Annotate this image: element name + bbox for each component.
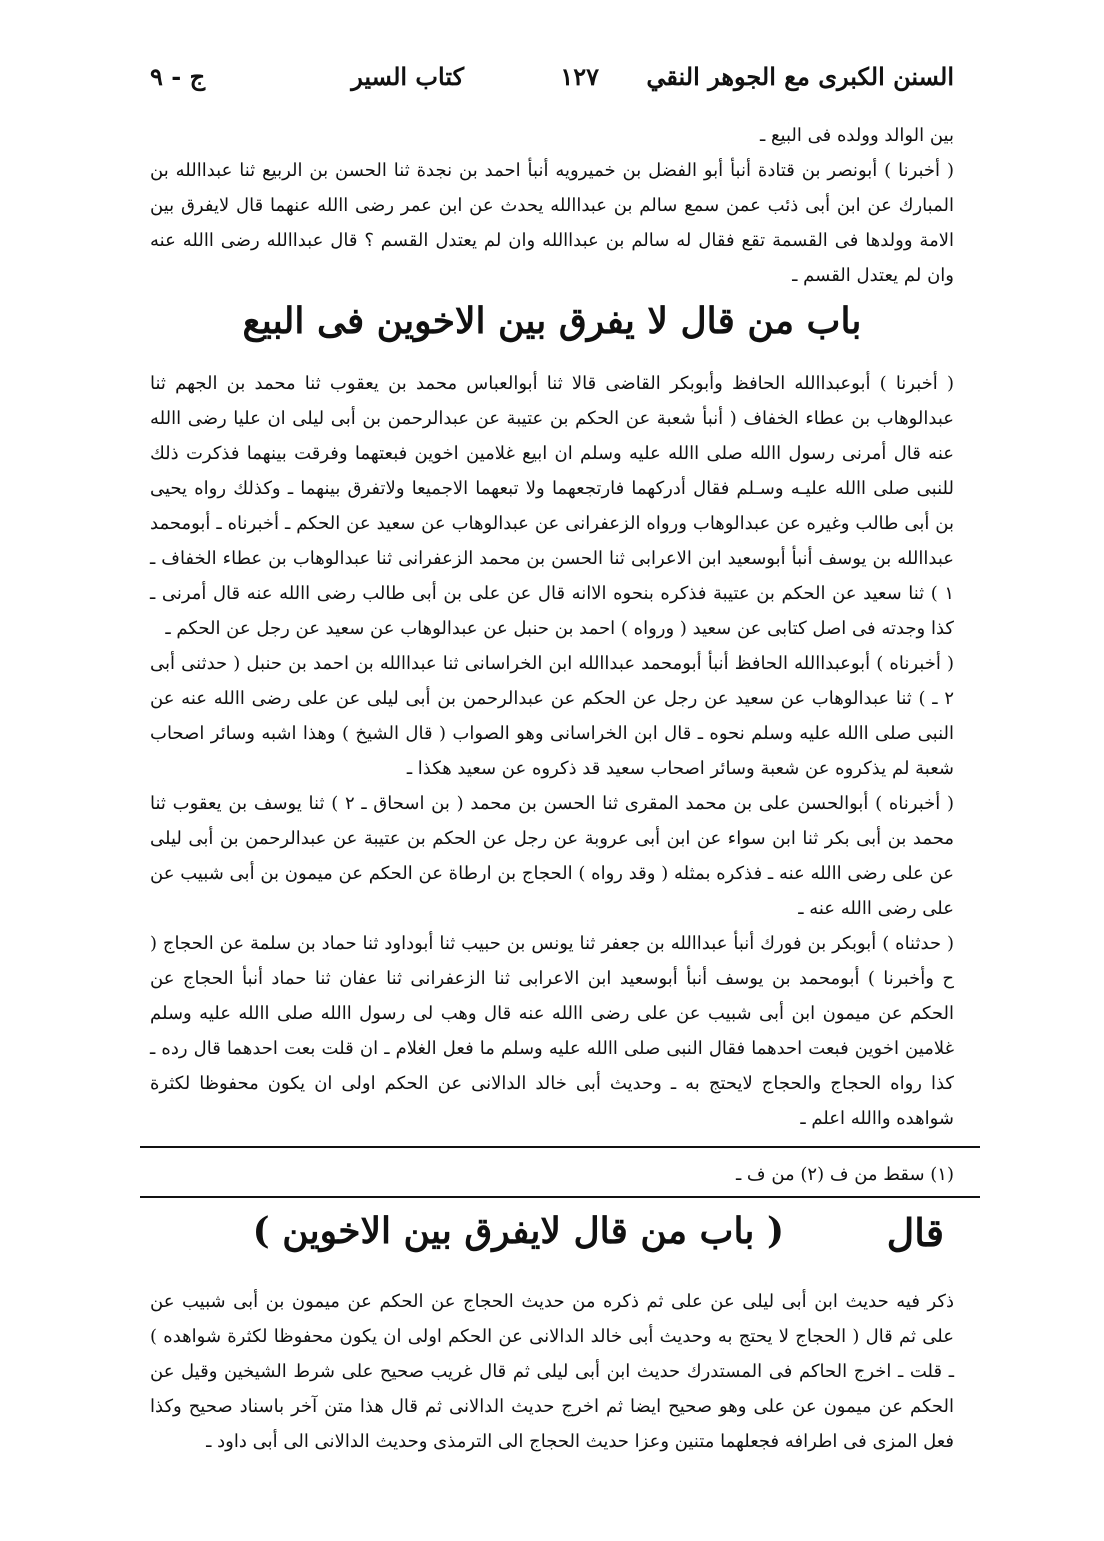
commentary-body	[150, 1284, 954, 1459]
book-title: السنن الكبرى مع الجوهر النقي	[646, 62, 954, 91]
hadith-paragraph: ( أخبرناه ) أبوعبداالله الحافظ أنبأ أبومحمد عبداالله ابن الخراسانى ثنا عبداالله بن احمد بن حنبل ( حدثنى أبى ٢ ـ ) ثنا عبدالوهاب عن سعيد عن رجل عن الحكم عن عبدالرحمن بن أبى ليلى عن على رضى االله عنه عن النبى صلى االله عليه وسلم نحوه ـ قال ابن الخراسانى وهو الصواب ( قال الشيخ ) وهذا اشبه وسائر اصحاب شعبة لم يذكروه عن شعبة وسائر اصحاب سعيد قد ذكروه عن سعيد هكذا ـ	[150, 653, 954, 779]
divider	[140, 1146, 980, 1148]
hadith-paragraph: ( أخبرنا ) أبونصر بن قتادة أنبأ أبو الفضل بن خميرويه أنبأ احمد بن نجدة ثنا الحسن بن الربيع ثنا عبداالله بن المبارك عن ابن أبى ذئب عمن سمع سالم بن عبداالله يحدث عن ابن عمر رضى االله عنهما قال لايفرق بين الامة وولدها فى القسمة تقع فقال له سالم بن عبداالله وان لم يعتدل القسم ؟ قال عبداالله رضى االله عنه وان لم يعتدل القسم ـ	[150, 160, 954, 286]
page-number: ١٢٧	[560, 62, 599, 91]
hadith-paragraph: ( أخبرناه ) أبوالحسن على بن محمد المقرى ثنا الحسن بن محمد ( بن اسحاق ـ ٢ ) ثنا يوسف بن يعقوب ثنا محمد بن أبى بكر ثنا ابن سواء عن ابن أبى عروبة عن رجل عن الحكم بن عتيبة عن عبدالرحمن بن أبى ليلى عن على رضى االله عنه ـ فذكره بمثله ( وقد رواه ) الحجاج بن ارطاة عن الحكم عن ميمون بن أبى شبيب عن على رضى االله عنه ـ	[150, 793, 954, 919]
chapter-title: كتاب السير	[351, 62, 464, 91]
qal-label: قال	[886, 1210, 944, 1255]
hadith-paragraph: ( أخبرنا ) أبوعبداالله الحافظ وأبوبكر القاضى قالا ثنا أبوالعباس محمد بن يعقوب ثنا محمد بن الجهم ثنا عبدالوهاب بن عطاء الخفاف ( أنبأ شعبة عن الحكم بن عتيبة عن عبدالرحمن بن أبى ليلى ان عليا رضى االله عنه قال أمرنى رسول االله صلى االله عليه وسلم ان ابيع غلامين اخوين فبعتهما وفرقت بينهما فذكرت ذلك للنبى صلى االله عليـه وسـلم فقال أدركهما فارتجعهما ولا تبعهما الاجميعا ولاتفرق بينهما ـ وكذلك رواه يحيى بن أبى طالب وغيره عن عبدالوهاب ورواه الزعفرانى عن عبدالوهاب عن سعيد عن الحكم ـ أخبرناه ـ أبومحمد عبداالله بن يوسف أنبأ أبوسعيد ابن الاعرابى ثنا الحسن بن محمد الزعفرانى ثنا عبدالوهاب بن عطاء الخفاف ـ ١ ) ثنا سعيد عن الحكم بن عتيبة فذكره بنحوه الاانه قال عن على بن أبى طالب رضى االله عنه قال أمرنى ـ كذا وجدته فى اصل كتابى عن سعيد ( ورواه ) احمد بن حنبل عن عبدالوهاب عن سعيد عن رجل عن الحكم ـ	[150, 373, 954, 639]
commentary-title: ( باب من قال لايفرق بين الاخوين )	[252, 1210, 784, 1252]
page-header	[150, 62, 954, 106]
volume-number: ج - ٩	[150, 62, 206, 91]
hadith-paragraph: ( حدثناه ) أبوبكر بن فورك أنبأ عبداالله بن جعفر ثنا يونس بن حبيب ثنا أبوداود ثنا حماد بن سلمة عن الحجاج ( ح وأخبرنا ) أبومحمد بن يوسف أنبأ أبوسعيد ابن الاعرابى ثنا الزعفرانى ثنا عفان ثنا حماد أنبأ الحجاج عن الحكم عن ميمون ابن أبى شبيب عن على رضى االله عنه قال وهب لى رسول االله صلى االله عليه وسلم غلامين اخوين فبعت احدهما فقال النبى صلى االله عليه وسلم ما فعل الغلام ـ ان قلت بعت احدهما قال رده ـ كذا رواه الحجاج والحجاج لايحتج به ـ وحديث أبى خالد الدالانى عن الحكم اولى ان يكون محفوظا لكثرة شواهده واالله اعلم ـ	[150, 933, 954, 1129]
section-body	[150, 366, 954, 1136]
continuation-line: بين الوالد وولده فى البيع ـ	[759, 125, 954, 146]
commentary-paragraph: ذكر فيه حديث ابن أبى ليلى عن على ثم ذكره من حديث الحجاج عن الحكم عن ميمون بن أبى شبيب عن على ثم قال ( الحجاج لا يحتج به وحديث أبى خالد الدالانى عن الحكم اولى ان يكون محفوظا لكثرة شواهده ) ـ قلت ـ اخرج الحاكم فى المستدرك حديث ابن أبى ليلى ثم قال غريب صحيح على شرط الشيخين وقيل عن الحكم عن ميمون عن على وهو صحيح ايضا ثم اخرج حديث الدالانى ثم قال هذا متن آخر باسناد صحيح وكذا فعل المزى فى اطرافه فجعلهما متنين وعزا حديث الحجاج الى الترمذى وحديث الدالانى الى أبى داود ـ	[150, 1291, 954, 1452]
footnote: (١) سقط من ف (٢) من ف ـ	[735, 1164, 954, 1185]
commentary-heading	[150, 1210, 954, 1270]
top-text	[150, 118, 954, 293]
divider	[140, 1196, 980, 1198]
section-heading: باب من قال لا يفرق بين الاخوين فى البيع	[242, 300, 862, 342]
